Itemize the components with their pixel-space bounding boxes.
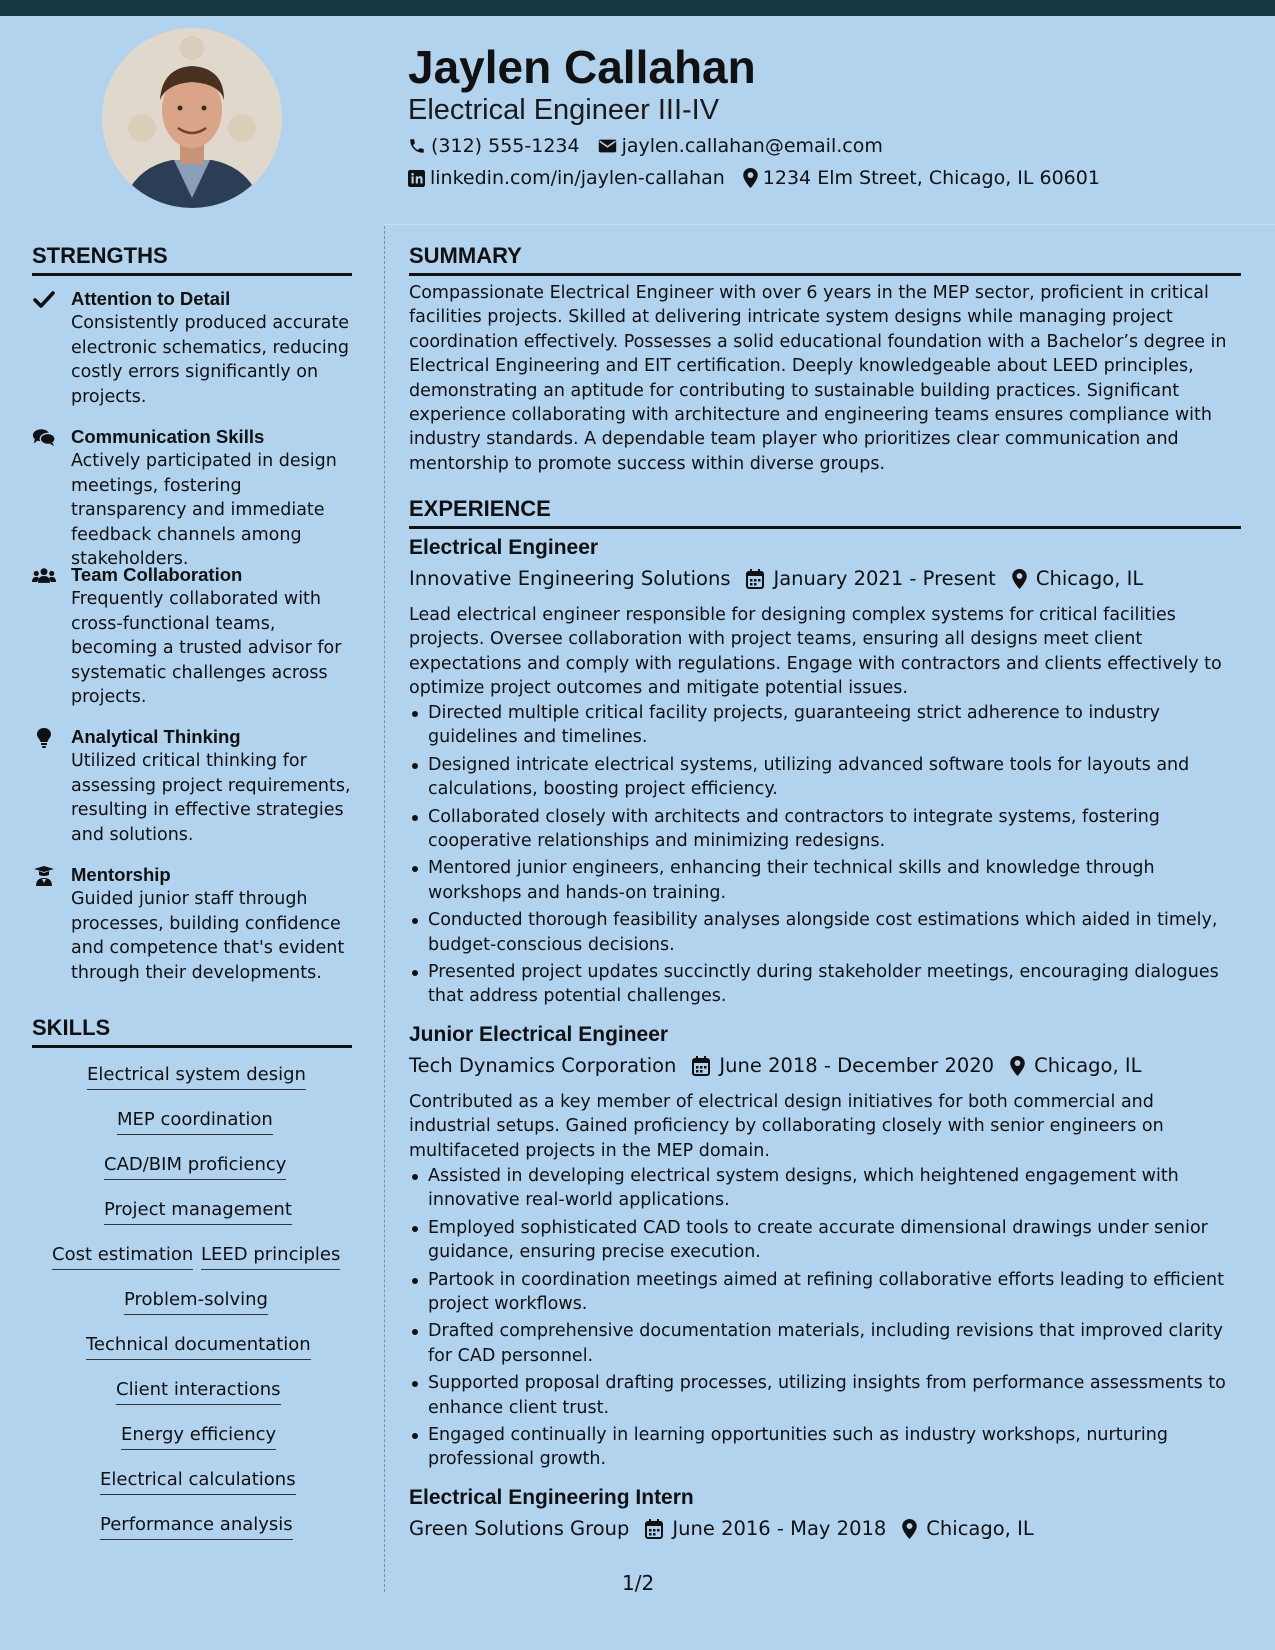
contact-row-2 bbox=[408, 167, 1118, 189]
calendar-icon bbox=[645, 1519, 663, 1539]
bullet-item: Directed multiple critical facility projects, guaranteeing strict adherence to industry guidelines and timelines. bbox=[409, 701, 1241, 750]
skill-tag: Project management bbox=[104, 1199, 292, 1225]
skill-tag: Electrical calculations bbox=[100, 1469, 296, 1495]
column-divider bbox=[384, 226, 385, 1592]
job-meta bbox=[409, 1054, 1157, 1077]
email-text: jaylen.callahan@email.com bbox=[621, 135, 883, 157]
header-divider bbox=[384, 224, 1275, 225]
job-description: Contributed as a key member of electrical design initiatives for both commercial and industrial setups. Gained proficiency by collaborating closely with senior engineers on multifaceted projects in the MEP domain. bbox=[409, 1092, 1164, 1161]
strength-desc: Guided junior staff through processes, building confidence and competence that's evident through their developments. bbox=[71, 889, 345, 983]
job-title: Electrical Engineer bbox=[409, 536, 599, 559]
strength-item bbox=[32, 863, 352, 985]
map-pin-icon bbox=[902, 1519, 917, 1539]
strength-title: Communication Skills bbox=[71, 426, 265, 447]
graduate-icon bbox=[32, 865, 56, 887]
map-pin-icon bbox=[743, 168, 758, 188]
candidate-name: Jaylen Callahan bbox=[408, 41, 756, 93]
job-dates: June 2016 - May 2018 bbox=[672, 1517, 887, 1540]
bullet-item: Collaborated closely with architects and contractors to integrate systems, fostering cooperative relationships and minimizing redesigns. bbox=[409, 805, 1241, 854]
company-name: Innovative Engineering Solutions bbox=[409, 567, 731, 590]
linkedin-text: linkedin.com/in/jaylen-callahan bbox=[430, 167, 725, 189]
skill-tag: Performance analysis bbox=[100, 1514, 293, 1540]
skill-tag: Client interactions bbox=[116, 1379, 281, 1405]
job-dates: June 2018 - December 2020 bbox=[719, 1054, 995, 1077]
strength-desc: Consistently produced accurate electronic schematics, reducing costly errors significantly on projects. bbox=[71, 313, 349, 407]
skill-tag: Cost estimation bbox=[52, 1244, 193, 1270]
users-icon bbox=[32, 565, 56, 587]
phone-item[interactable] bbox=[408, 135, 580, 157]
job-location: Chicago, IL bbox=[1034, 1054, 1142, 1077]
skill-tag: CAD/BIM proficiency bbox=[104, 1154, 286, 1180]
strength-item bbox=[32, 425, 352, 572]
strength-desc: Utilized critical thinking for assessing project requirements, resulting in effective strategies and solutions. bbox=[71, 751, 351, 845]
strength-desc: Actively participated in design meetings, fostering transparency and immediate feedback channels among stakeholders. bbox=[71, 451, 337, 569]
company-name: Tech Dynamics Corporation bbox=[409, 1054, 677, 1077]
address-item bbox=[743, 167, 1100, 189]
skills-heading: SKILLS bbox=[32, 1015, 352, 1048]
bullet-item: Assisted in developing electrical system designs, which heightened engagement with innovative real-world applications. bbox=[409, 1164, 1241, 1213]
summary-text: Compassionate Electrical Engineer with over 6 years in the MEP sector, proficient in critical facilities projects. Skilled at delivering intricate system designs while managing project coordination effectively. Possesses a solid educational foundation with a Bachelor’s degree in Electrical Engineering and EIT certification. Deeply knowledgeable about LEED principles, demonstrating an aptitude for contributing to sustainable building practices. Significant experience collaborating with architecture and engineering teams ensures compliance with industry standards. A dependable team player who prioritizes clear communication and mentorship to promote success within diverse groups. bbox=[409, 283, 1227, 474]
bullet-item: Engaged continually in learning opportunities such as industry workshops, nurturing professional growth. bbox=[409, 1423, 1241, 1472]
lightbulb-icon bbox=[32, 727, 56, 749]
job-headline: Electrical Engineer III-IV bbox=[408, 94, 720, 126]
strength-title: Team Collaboration bbox=[71, 564, 243, 585]
strength-item bbox=[32, 287, 352, 409]
bullet-item: Employed sophisticated CAD tools to create accurate dimensional drawings under senior guidance, ensuring precise execution. bbox=[409, 1216, 1241, 1265]
bullet-item: Mentored junior engineers, enhancing their technical skills and knowledge through workshops and hands-on training. bbox=[409, 856, 1241, 905]
email-item[interactable] bbox=[598, 135, 883, 157]
job-meta bbox=[409, 567, 1159, 590]
bullet-item: Partook in coordination meetings aimed at refining collaborative efforts leading to efficient project workflows. bbox=[409, 1268, 1241, 1317]
skill-tag: LEED principles bbox=[201, 1244, 340, 1270]
job-bullets bbox=[409, 701, 1241, 1012]
linkedin-icon bbox=[408, 170, 425, 187]
check-icon bbox=[32, 289, 56, 311]
page-number: 1/2 bbox=[622, 1571, 655, 1595]
calendar-icon bbox=[746, 569, 764, 589]
summary-heading: SUMMARY bbox=[409, 243, 1241, 276]
bullet-item: Supported proposal drafting processes, utilizing insights from performance assessments to enhance client trust. bbox=[409, 1371, 1241, 1420]
skill-tag: Electrical system design bbox=[87, 1064, 306, 1090]
map-pin-icon bbox=[1010, 1056, 1025, 1076]
strength-title: Mentorship bbox=[71, 864, 171, 885]
strength-item bbox=[32, 725, 352, 847]
linkedin-item[interactable] bbox=[408, 167, 725, 189]
job-description: Lead electrical engineer responsible for designing complex systems for critical facilities projects. Oversee collaboration with project teams, ensuring all designs meet client expectations and comply with regulations. Engage with contractors and clients effectively to optimize project outcomes and mitigate potential issues. bbox=[409, 605, 1222, 699]
skill-tag: Technical documentation bbox=[86, 1334, 311, 1360]
company-name: Green Solutions Group bbox=[409, 1517, 630, 1540]
job-title: Electrical Engineering Intern bbox=[409, 1486, 694, 1509]
phone-icon bbox=[408, 137, 426, 155]
job-location: Chicago, IL bbox=[926, 1517, 1034, 1540]
strength-desc: Frequently collaborated with cross-functional teams, becoming a trusted advisor for systematic challenges across projects. bbox=[71, 589, 342, 707]
job-meta bbox=[409, 1517, 1050, 1540]
contact-row-1 bbox=[408, 135, 901, 157]
experience-heading: EXPERIENCE bbox=[409, 496, 1241, 529]
job-dates: January 2021 - Present bbox=[773, 567, 996, 590]
bullet-item: Drafted comprehensive documentation materials, including revisions that improved clarity for CAD personnel. bbox=[409, 1319, 1241, 1368]
skill-tag: MEP coordination bbox=[117, 1109, 273, 1135]
profile-photo bbox=[102, 28, 282, 208]
strength-title: Attention to Detail bbox=[71, 288, 231, 309]
strengths-heading: STRENGTHS bbox=[32, 243, 352, 276]
comments-icon bbox=[32, 427, 56, 449]
strength-item bbox=[32, 563, 352, 710]
envelope-icon bbox=[598, 138, 617, 154]
address-text: 1234 Elm Street, Chicago, IL 60601 bbox=[762, 167, 1100, 189]
phone-text: (312) 555-1234 bbox=[431, 135, 580, 157]
map-pin-icon bbox=[1012, 569, 1027, 589]
strength-title: Analytical Thinking bbox=[71, 726, 241, 747]
skill-tag: Problem-solving bbox=[124, 1289, 268, 1315]
job-bullets bbox=[409, 1164, 1241, 1475]
job-title: Junior Electrical Engineer bbox=[409, 1023, 669, 1046]
bullet-item: Conducted thorough feasibility analyses alongside cost estimations which aided in timely, budget-conscious decisions. bbox=[409, 908, 1241, 957]
bullet-item: Presented project updates succinctly during stakeholder meetings, encouraging dialogues that address potential challenges. bbox=[409, 960, 1241, 1009]
top-bar bbox=[0, 0, 1275, 16]
skill-tag: Energy efficiency bbox=[121, 1424, 276, 1450]
job-location: Chicago, IL bbox=[1035, 567, 1144, 590]
bullet-item: Designed intricate electrical systems, utilizing advanced software tools for layouts and calculations, boosting project efficiency. bbox=[409, 753, 1241, 802]
calendar-icon bbox=[692, 1056, 710, 1076]
